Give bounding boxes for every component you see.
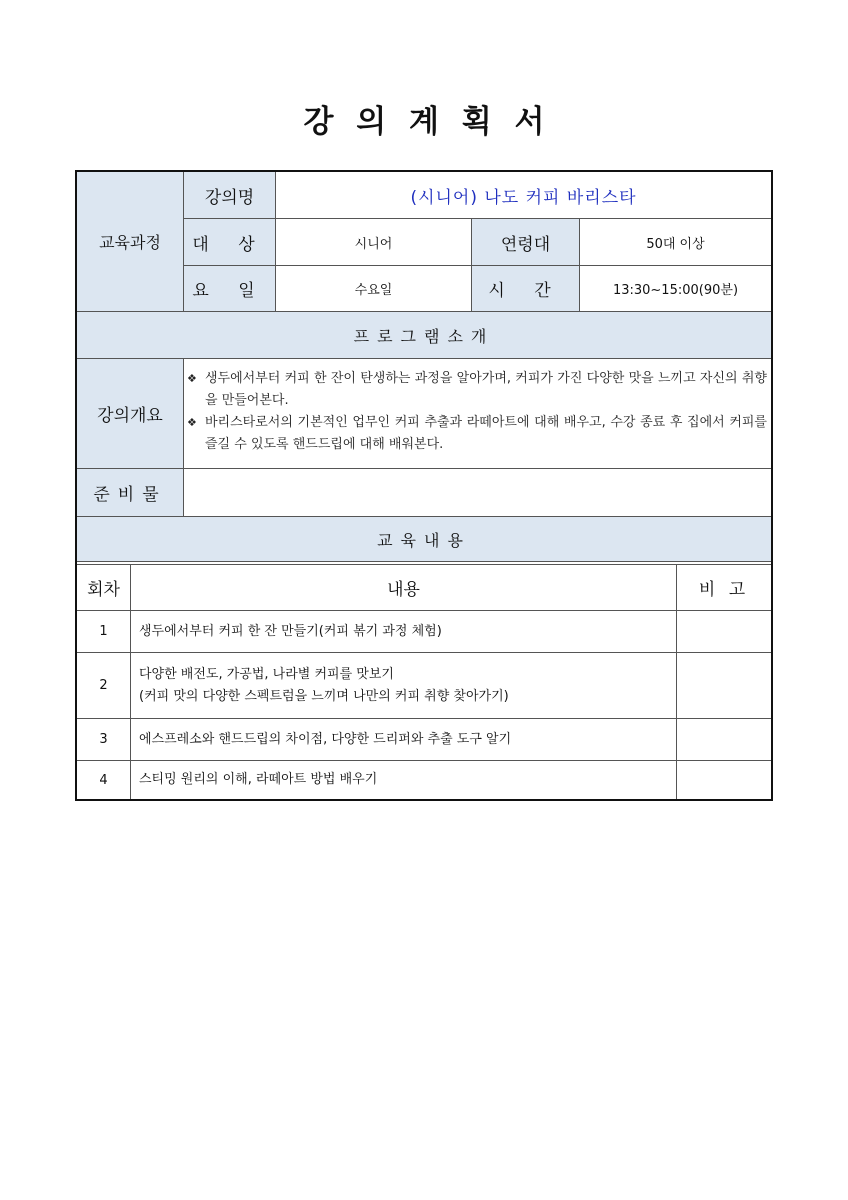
day-label: 요 일 — [183, 265, 275, 311]
time-value: 13:30~15:00(90분) — [579, 265, 771, 311]
course-section-label: 교육과정 — [77, 172, 183, 311]
age-value: 50대 이상 — [579, 218, 771, 265]
materials-label: 준비물 — [77, 468, 183, 516]
session-number: 4 — [77, 760, 130, 799]
course-name-value: (시니어) 나도 커피 바리스타 — [275, 172, 771, 218]
session-note — [676, 610, 771, 652]
session-content-line: 에스프레소와 핸드드립의 차이점, 다양한 드리퍼와 추출 도구 알기 — [139, 731, 512, 747]
target-value: 시니어 — [275, 218, 471, 265]
session-number: 2 — [77, 652, 130, 718]
col-note-header: 비 고 — [676, 565, 771, 610]
diamond-bullet-icon: ❖ — [187, 416, 197, 429]
session-content — [130, 718, 676, 760]
overview-item — [185, 412, 767, 456]
session-content-line: 다양한 배전도, 가공법, 나라별 커피를 맛보기 — [139, 666, 394, 682]
curriculum-header: 교육내용 — [77, 516, 771, 561]
overview-item — [185, 368, 767, 412]
session-number: 3 — [77, 718, 130, 760]
session-number: 1 — [77, 610, 130, 652]
session-note — [676, 652, 771, 718]
session-content-line: (커피 맛의 다양한 스펙트럼을 느끼며 나만의 커피 취향 찾아가기) — [139, 688, 509, 704]
materials-value — [183, 468, 771, 516]
day-value: 수요일 — [275, 265, 471, 311]
age-label: 연령대 — [471, 218, 579, 265]
session-content — [130, 760, 676, 799]
session-note — [676, 718, 771, 760]
session-content — [130, 652, 676, 718]
program-header: 프로그램소개 — [77, 311, 771, 358]
diamond-bullet-icon: ❖ — [187, 372, 197, 385]
overview-label: 강의개요 — [77, 358, 183, 468]
col-session-header: 회차 — [87, 580, 120, 600]
double-rule-upper — [77, 561, 771, 562]
session-content — [130, 610, 676, 652]
lecture-plan-table — [75, 170, 773, 801]
time-label: 시 간 — [471, 265, 579, 311]
overview-item-text: 생두에서부터 커피 한 잔이 탄생하는 과정을 알아가며, 커피가 가진 다양한 맛을 느끼고 자신의 취향을 만들어본다. — [205, 371, 767, 408]
session-content-line: 스티밍 원리의 이해, 라떼아트 방법 배우기 — [139, 772, 378, 787]
col-content-header: 내용 — [130, 565, 676, 610]
target-label: 대 상 — [183, 218, 275, 265]
overview-item-text: 바리스타로서의 기본적인 업무인 커피 추출과 라떼아트에 대해 배우고, 수강 종료 후 집에서 커피를 즐길 수 있도록 핸드드립에 대해 배워본다. — [205, 415, 767, 452]
document-title: 강 의 계 획 서 — [303, 104, 545, 140]
session-content-line: 생두에서부터 커피 한 잔 만들기(커피 볶기 과정 체험) — [139, 623, 442, 639]
overview-list — [185, 368, 767, 456]
course-name-label: 강의명 — [183, 172, 275, 218]
session-note — [676, 760, 771, 799]
